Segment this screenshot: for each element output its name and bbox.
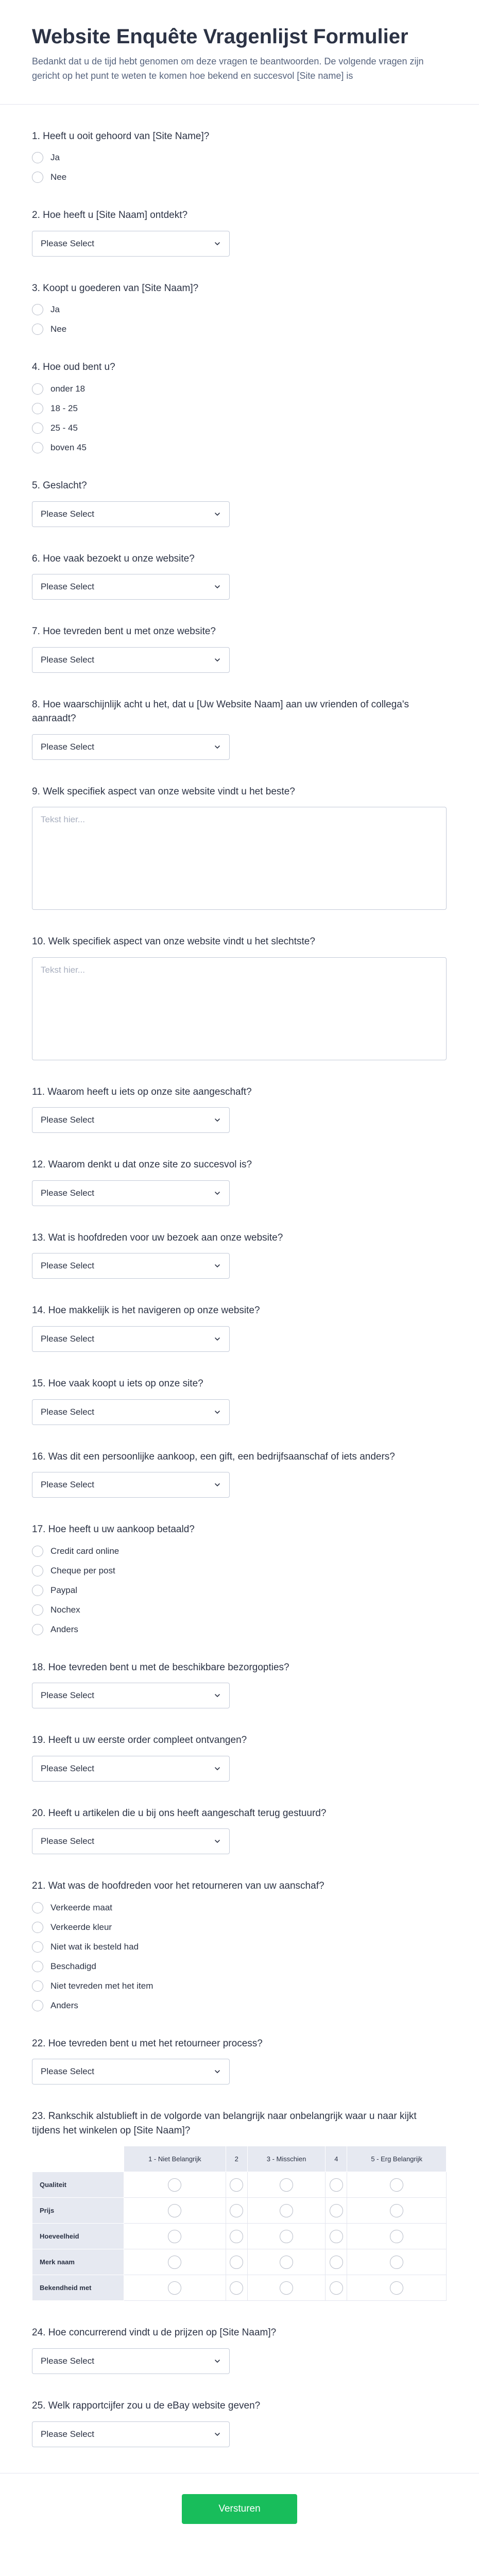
question-17 <box>32 1498 447 1636</box>
radio-option[interactable] <box>32 1980 447 1992</box>
matrix-cell <box>347 2249 447 2275</box>
radio-option[interactable] <box>32 303 447 316</box>
radio-button[interactable] <box>390 2256 403 2269</box>
chevron-down-icon <box>214 1838 221 1845</box>
question-label: 7. Hoe tevreden bent u met onze website? <box>32 626 216 637</box>
radio-option-label: onder 18 <box>50 383 85 394</box>
radio-button[interactable] <box>168 2204 181 2217</box>
chevron-down-icon <box>214 1335 221 1343</box>
matrix-row <box>32 2275 447 2301</box>
chevron-down-icon <box>214 1116 221 1124</box>
question-2 <box>32 183 447 257</box>
dropdown-value: Please Select <box>41 1406 94 1417</box>
matrix-cell <box>247 2275 326 2301</box>
radio-option[interactable] <box>32 1623 447 1636</box>
radio-button[interactable] <box>32 1546 43 1557</box>
question-label: 5. Geslacht? <box>32 480 87 491</box>
dropdown-value: Please Select <box>41 1115 94 1125</box>
matrix-cell <box>124 2224 226 2249</box>
question-19 <box>32 1708 447 1782</box>
radio-button[interactable] <box>32 1624 43 1635</box>
radio-button[interactable] <box>32 172 43 183</box>
radio-group <box>32 1902 447 2012</box>
chevron-down-icon <box>214 1190 221 1197</box>
matrix-column-header: 3 - Misschien <box>247 2146 326 2172</box>
radio-button[interactable] <box>330 2204 343 2217</box>
question-23 <box>32 2084 447 2301</box>
dropdown-select[interactable] <box>32 2348 230 2374</box>
question-25 <box>32 2374 447 2447</box>
radio-button[interactable] <box>330 2256 343 2269</box>
dropdown-select[interactable] <box>32 1326 230 1352</box>
radio-button[interactable] <box>168 2281 181 2295</box>
matrix-cell <box>226 2275 247 2301</box>
radio-button[interactable] <box>32 403 43 414</box>
radio-option-label: Nee <box>50 324 67 334</box>
question-7 <box>32 600 447 673</box>
radio-option[interactable] <box>32 1584 447 1597</box>
matrix-cell <box>226 2249 247 2275</box>
question-label: 8. Hoe waarschijnlijk acht u het, dat u [Uw Website Naam] aan uw vrienden of collega's aanraadt? <box>32 699 409 724</box>
matrix-cell <box>326 2224 347 2249</box>
matrix-cell <box>347 2172 447 2198</box>
dropdown-value: Please Select <box>41 509 94 519</box>
question-9 <box>32 760 447 910</box>
radio-button[interactable] <box>32 1902 43 1913</box>
radio-button[interactable] <box>330 2178 343 2192</box>
radio-option-label: Nochex <box>50 1604 80 1615</box>
matrix-cell <box>347 2224 447 2249</box>
chevron-down-icon <box>214 743 221 751</box>
radio-button[interactable] <box>280 2178 293 2192</box>
radio-button[interactable] <box>230 2230 243 2243</box>
form-header <box>0 0 479 105</box>
radio-group <box>32 1545 447 1636</box>
radio-button[interactable] <box>32 1980 43 1992</box>
radio-option-label: Anders <box>50 1624 78 1634</box>
matrix-cell <box>326 2249 347 2275</box>
question-label: 21. Wat was de hoofdreden voor het retourneren van uw aanschaf? <box>32 1880 324 1892</box>
radio-button[interactable] <box>32 2000 43 2011</box>
question-21 <box>32 1854 447 2012</box>
dropdown-select[interactable] <box>32 1683 230 1708</box>
radio-option-label: Ja <box>50 152 60 163</box>
matrix-cell <box>326 2198 347 2224</box>
radio-option[interactable] <box>32 1999 447 2012</box>
question-label: 6. Hoe vaak bezoekt u onze website? <box>32 553 195 564</box>
dropdown-select[interactable] <box>32 1253 230 1279</box>
matrix-cell <box>247 2172 326 2198</box>
form-title: Website Enquête Vragenlijst Formulier <box>32 25 408 48</box>
dropdown-select[interactable] <box>32 1756 230 1782</box>
matrix-cell <box>124 2275 226 2301</box>
matrix-row-label: Prijs <box>32 2198 124 2224</box>
survey-form <box>0 105 479 2447</box>
radio-button[interactable] <box>280 2256 293 2269</box>
radio-button[interactable] <box>230 2281 243 2295</box>
matrix-cell <box>347 2275 447 2301</box>
question-label: 19. Heeft u uw eerste order compleet ontvangen? <box>32 1735 247 1746</box>
radio-option[interactable] <box>32 171 447 183</box>
radio-button[interactable] <box>280 2281 293 2295</box>
question-label: 2. Hoe heeft u [Site Naam] ontdekt? <box>32 210 188 221</box>
radio-button[interactable] <box>230 2204 243 2217</box>
dropdown-value: Please Select <box>41 1836 94 1846</box>
matrix-cell <box>247 2249 326 2275</box>
chevron-down-icon <box>214 583 221 590</box>
question-label: 11. Waarom heeft u iets op onze site aangeschaft? <box>32 1086 252 1097</box>
matrix-cell <box>247 2224 326 2249</box>
dropdown-value: Please Select <box>41 582 94 592</box>
radio-button[interactable] <box>330 2230 343 2243</box>
dropdown-select[interactable] <box>32 1180 230 1206</box>
dropdown-value: Please Select <box>41 1188 94 1198</box>
chevron-down-icon <box>214 1409 221 1416</box>
radio-option-label: Verkeerde maat <box>50 1902 113 1912</box>
radio-option-label: boven 45 <box>50 442 87 452</box>
radio-option[interactable] <box>32 383 447 395</box>
dropdown-select[interactable] <box>32 1399 230 1425</box>
matrix-row <box>32 2224 447 2249</box>
dropdown-select[interactable] <box>32 501 230 527</box>
matrix-cell <box>124 2198 226 2224</box>
question-6 <box>32 527 447 600</box>
radio-button[interactable] <box>32 1604 43 1616</box>
radio-button[interactable] <box>168 2230 181 2243</box>
radio-button[interactable] <box>32 1585 43 1596</box>
radio-button[interactable] <box>280 2230 293 2243</box>
submit-button[interactable]: Versturen <box>182 2494 297 2524</box>
question-18 <box>32 1636 447 1709</box>
matrix-cell <box>326 2172 347 2198</box>
matrix-column-header: 4 <box>326 2146 347 2172</box>
matrix-row <box>32 2249 447 2275</box>
question-4 <box>32 335 447 454</box>
matrix-row <box>32 2198 447 2224</box>
dropdown-select[interactable] <box>32 574 230 600</box>
radio-option-label: Ja <box>50 304 60 315</box>
radio-group <box>32 151 447 183</box>
question-label: 9. Welk specifiek aspect van onze website vindt u het beste? <box>32 786 295 797</box>
radio-option[interactable] <box>32 1941 447 1953</box>
matrix-row-label: Merk naam <box>32 2249 124 2275</box>
question-20 <box>32 1782 447 1855</box>
chevron-down-icon <box>214 1481 221 1488</box>
matrix-column-header: 1 - Niet Belangrijk <box>124 2146 226 2172</box>
radio-option[interactable] <box>32 1960 447 1973</box>
dropdown-value: Please Select <box>41 741 94 752</box>
question-22 <box>32 2012 447 2085</box>
radio-button[interactable] <box>32 304 43 315</box>
matrix-cell <box>247 2198 326 2224</box>
dropdown-select[interactable] <box>32 2059 230 2084</box>
question-14 <box>32 1279 447 1352</box>
matrix-column-header: 2 <box>226 2146 247 2172</box>
chevron-down-icon <box>214 1262 221 1269</box>
radio-button[interactable] <box>390 2178 403 2192</box>
dropdown-value: Please Select <box>41 654 94 665</box>
question-label: 20. Heeft u artikelen die u bij ons heeft aangeschaft terug gestuurd? <box>32 1807 327 1819</box>
text-area[interactable] <box>32 957 447 1060</box>
question-label: 22. Hoe tevreden bent u met het retourneer process? <box>32 2038 263 2049</box>
radio-group <box>32 303 447 335</box>
matrix-cell <box>226 2224 247 2249</box>
radio-option[interactable] <box>32 1565 447 1577</box>
question-label: 15. Hoe vaak koopt u iets op onze site? <box>32 1378 203 1389</box>
dropdown-value: Please Select <box>41 1690 94 1701</box>
radio-option-label: Anders <box>50 2000 78 2010</box>
question-label: 18. Hoe tevreden bent u met de beschikbare bezorgopties? <box>32 1662 289 1673</box>
radio-option-label: Niet tevreden met het item <box>50 1980 153 1991</box>
question-8 <box>32 673 447 760</box>
dropdown-select[interactable] <box>32 647 230 673</box>
radio-button[interactable] <box>32 152 43 163</box>
radio-button[interactable] <box>230 2256 243 2269</box>
question-24 <box>32 2301 447 2374</box>
radio-option[interactable] <box>32 323 447 335</box>
matrix-corner <box>32 2146 124 2172</box>
radio-button[interactable] <box>32 442 43 453</box>
radio-button[interactable] <box>32 324 43 335</box>
radio-option-label: 25 - 45 <box>50 422 78 433</box>
matrix-cell <box>347 2198 447 2224</box>
radio-option-label: 18 - 25 <box>50 403 78 413</box>
radio-option[interactable] <box>32 1902 447 1914</box>
radio-option[interactable] <box>32 1921 447 1934</box>
chevron-down-icon <box>214 511 221 518</box>
radio-button[interactable] <box>330 2281 343 2295</box>
question-label: 10. Welk specifiek aspect van onze website vindt u het slechtste? <box>32 936 315 947</box>
matrix-cell <box>124 2172 226 2198</box>
radio-button[interactable] <box>390 2204 403 2217</box>
radio-button[interactable] <box>168 2256 181 2269</box>
chevron-down-icon <box>214 1692 221 1699</box>
matrix-cell <box>226 2198 247 2224</box>
matrix-cell <box>226 2172 247 2198</box>
radio-option-label: Nee <box>50 172 67 182</box>
question-16 <box>32 1425 447 1498</box>
rating-matrix <box>32 2146 447 2301</box>
matrix-row-label: Hoeveelheid <box>32 2224 124 2249</box>
question-label: 12. Waarom denkt u dat onze site zo succesvol is? <box>32 1159 252 1171</box>
radio-button[interactable] <box>32 1565 43 1577</box>
dropdown-value: Please Select <box>41 1333 94 1344</box>
dropdown-select[interactable] <box>32 1828 230 1854</box>
radio-option[interactable] <box>32 402 447 415</box>
form-footer <box>0 2473 479 2545</box>
radio-option-label: Cheque per post <box>50 1565 115 1575</box>
radio-option-label: Niet wat ik besteld had <box>50 1941 139 1952</box>
question-label: 4. Hoe oud bent u? <box>32 362 115 373</box>
radio-button[interactable] <box>32 1961 43 1972</box>
matrix-row-label: Qualiteit <box>32 2172 124 2198</box>
matrix-row-label: Bekendheid met <box>32 2275 124 2301</box>
question-label: 3. Koopt u goederen van [Site Naam]? <box>32 282 199 294</box>
dropdown-value: Please Select <box>41 238 94 248</box>
radio-button[interactable] <box>32 422 43 434</box>
question-15 <box>32 1352 447 1425</box>
chevron-down-icon <box>214 2068 221 2075</box>
radio-button[interactable] <box>32 383 43 395</box>
question-11 <box>32 1060 447 1133</box>
dropdown-value: Please Select <box>41 2066 94 2077</box>
question-label: 25. Welk rapportcijfer zou u de eBay website geven? <box>32 2400 261 2411</box>
matrix-cell <box>124 2249 226 2275</box>
dropdown-value: Please Select <box>41 1763 94 1773</box>
radio-option[interactable] <box>32 1545 447 1557</box>
radio-button[interactable] <box>168 2178 181 2192</box>
question-13 <box>32 1206 447 1279</box>
dropdown-select[interactable] <box>32 1472 230 1498</box>
matrix-cell <box>326 2275 347 2301</box>
dropdown-select[interactable] <box>32 2421 230 2447</box>
question-label: 16. Was dit een persoonlijke aankoop, een gift, een bedrijfsaanschaf of iets anders? <box>32 1451 395 1462</box>
question-5 <box>32 454 447 527</box>
radio-button[interactable] <box>280 2204 293 2217</box>
question-3 <box>32 257 447 336</box>
radio-option[interactable] <box>32 422 447 434</box>
text-area[interactable] <box>32 807 447 910</box>
radio-button[interactable] <box>390 2230 403 2243</box>
matrix-column-header: 5 - Erg Belangrijk <box>347 2146 447 2172</box>
question-label: 1. Heeft u ooit gehoord van [Site Name]? <box>32 130 210 142</box>
dropdown-value: Please Select <box>41 1261 94 1271</box>
dropdown-select[interactable] <box>32 1107 230 1133</box>
matrix-row <box>32 2172 447 2198</box>
radio-button[interactable] <box>32 1922 43 1933</box>
dropdown-value: Please Select <box>41 2429 94 2439</box>
question-label: 14. Hoe makkelijk is het navigeren op onze website? <box>32 1305 260 1316</box>
form-description: Bedankt dat u de tijd hebt genomen om deze vragen te beantwoorden. De volgende vragen zijn gericht op het punt te weten te komen hoe bekend en succesvol [Site name] is <box>32 56 424 81</box>
radio-option-label: Beschadigd <box>50 1961 96 1971</box>
radio-option-label: Paypal <box>50 1585 77 1595</box>
question-label: 24. Hoe concurrerend vindt u de prijzen op [Site Naam]? <box>32 2327 277 2338</box>
question-12 <box>32 1133 447 1206</box>
radio-option[interactable] <box>32 1604 447 1616</box>
radio-button[interactable] <box>230 2178 243 2192</box>
question-1 <box>32 105 447 184</box>
question-10 <box>32 910 447 1060</box>
dropdown-select[interactable] <box>32 231 230 257</box>
chevron-down-icon <box>214 1765 221 1772</box>
dropdown-select[interactable] <box>32 734 230 760</box>
dropdown-value: Please Select <box>41 2356 94 2366</box>
question-label: 17. Hoe heeft u uw aankoop betaald? <box>32 1524 195 1535</box>
radio-button[interactable] <box>32 1941 43 1953</box>
radio-option[interactable] <box>32 442 447 454</box>
question-label: 23. Rankschik alstublieft in de volgorde van belangrijk naar onbelangrijk waar u naar kijkt tijdens het winkelen op [Site Naam]? <box>32 2111 417 2136</box>
question-label: 13. Wat is hoofdreden voor uw bezoek aan onze website? <box>32 1232 283 1243</box>
dropdown-value: Please Select <box>41 1480 94 1490</box>
chevron-down-icon <box>214 240 221 247</box>
chevron-down-icon <box>214 2431 221 2438</box>
chevron-down-icon <box>214 656 221 664</box>
radio-option-label: Verkeerde kleur <box>50 1922 112 1932</box>
radio-option[interactable] <box>32 151 447 164</box>
radio-group <box>32 383 447 454</box>
radio-option-label: Credit card online <box>50 1546 119 1556</box>
chevron-down-icon <box>214 2358 221 2365</box>
radio-button[interactable] <box>390 2281 403 2295</box>
